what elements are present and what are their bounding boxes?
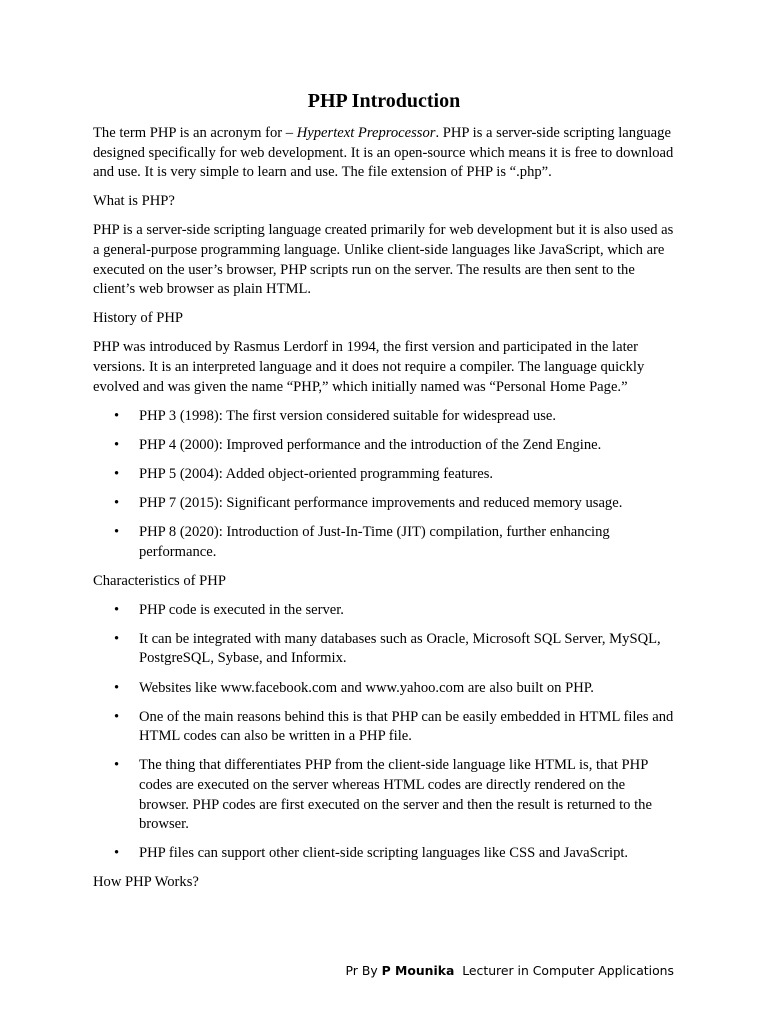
list-item-text: Websites like www.facebook.com and www.yahoo.com are also built on PHP. bbox=[139, 679, 594, 696]
list-item-text: PHP 3 (1998): The first version considered suitable for widespread use. bbox=[139, 407, 557, 424]
list-item bbox=[93, 523, 675, 562]
list-item-text: One of the main reasons behind this is that PHP can be easily embedded in HTML files and HTML codes can also be written in a PHP file. bbox=[139, 708, 674, 745]
intro-text-end: . PHP is a server-side scripting language designed specifically for web development. It is an open-source which means it is free to download and use. It is very simple to learn and use. The file extension of PHP is “.php”. bbox=[93, 125, 674, 181]
footer-prefix: Pr By bbox=[345, 963, 382, 978]
list-item bbox=[93, 679, 675, 699]
bullet-icon: • bbox=[114, 845, 120, 862]
list-item-text: PHP 7 (2015): Significant performance improvements and reduced memory usage. bbox=[139, 494, 623, 511]
intro-acronym-expansion: Hypertext Preprocessor bbox=[296, 125, 436, 141]
intro-text-start: The term PHP is an acronym for – bbox=[93, 125, 297, 141]
list-item-text: It can be integrated with many databases such as Oracle, Microsoft SQL Server, MySQL, PostgreSQL, Sybase, and Informix. bbox=[139, 630, 661, 667]
list-item bbox=[93, 756, 675, 834]
bullet-icon: • bbox=[114, 436, 120, 453]
list-item bbox=[93, 630, 675, 669]
bullet-icon: • bbox=[114, 407, 120, 424]
section-heading-history: History of PHP bbox=[93, 310, 184, 327]
list-item bbox=[93, 407, 675, 427]
list-item bbox=[93, 708, 675, 747]
bullet-icon: • bbox=[114, 630, 120, 647]
characteristics-list bbox=[93, 601, 675, 864]
history-paragraph: PHP was introduced by Rasmus Lerdorf in 1994, the first version and participated in the later versions. It is an interpreted language and it does not require a compiler. The language quickly evolved and was given the name “PHP,” which initially named was “Personal Home Page.” bbox=[93, 339, 645, 395]
page-footer bbox=[0, 962, 674, 980]
bullet-icon: • bbox=[114, 708, 120, 725]
bullet-icon: • bbox=[114, 465, 120, 482]
page-title: PHP Introduction bbox=[307, 90, 461, 112]
list-item-text: PHP 8 (2020): Introduction of Just-In-Time (JIT) compilation, further enhancing performance. bbox=[139, 524, 610, 560]
footer-suffix: Lecturer in Computer Applications bbox=[454, 963, 674, 978]
list-item bbox=[93, 601, 675, 621]
bullet-icon: • bbox=[114, 679, 120, 696]
bullet-icon: • bbox=[114, 494, 120, 511]
list-item bbox=[93, 494, 675, 514]
what-paragraph: PHP is a server-side scripting language created primarily for web development but it is also used as a general-purpose programming language. Unlike client-side languages like JavaScript, which are executed on the user’s browser, PHP scripts run on the server. The results are then sent to the client’s web browser as plain HTML. bbox=[93, 222, 674, 298]
history-list bbox=[93, 407, 675, 563]
list-item-text: PHP code is executed in the server. bbox=[139, 601, 344, 618]
list-item-text: The thing that differentiates PHP from the client-side language like HTML is, that PHP codes are executed on the server whereas HTML codes are directly rendered on the browser. PHP codes are first executed on the server and then the result is returned to the browser. bbox=[139, 757, 652, 833]
bullet-icon: • bbox=[114, 601, 120, 618]
intro-paragraph bbox=[93, 124, 675, 183]
list-item bbox=[93, 465, 675, 485]
list-item-text: PHP files can support other client-side scripting languages like CSS and JavaScript. bbox=[139, 845, 629, 862]
bullet-icon: • bbox=[114, 757, 120, 774]
list-item-text: PHP 4 (2000): Improved performance and the introduction of the Zend Engine. bbox=[139, 436, 602, 453]
section-heading-what: What is PHP? bbox=[93, 193, 175, 210]
list-item-text: PHP 5 (2004): Added object-oriented programming features. bbox=[139, 465, 494, 482]
document-body bbox=[93, 124, 675, 902]
section-heading-characteristics: Characteristics of PHP bbox=[93, 572, 226, 589]
list-item bbox=[93, 436, 675, 456]
footer-author: P Mounika bbox=[381, 963, 455, 978]
section-heading-how: How PHP Works? bbox=[93, 874, 199, 891]
bullet-icon: • bbox=[114, 524, 120, 540]
list-item bbox=[93, 844, 675, 864]
